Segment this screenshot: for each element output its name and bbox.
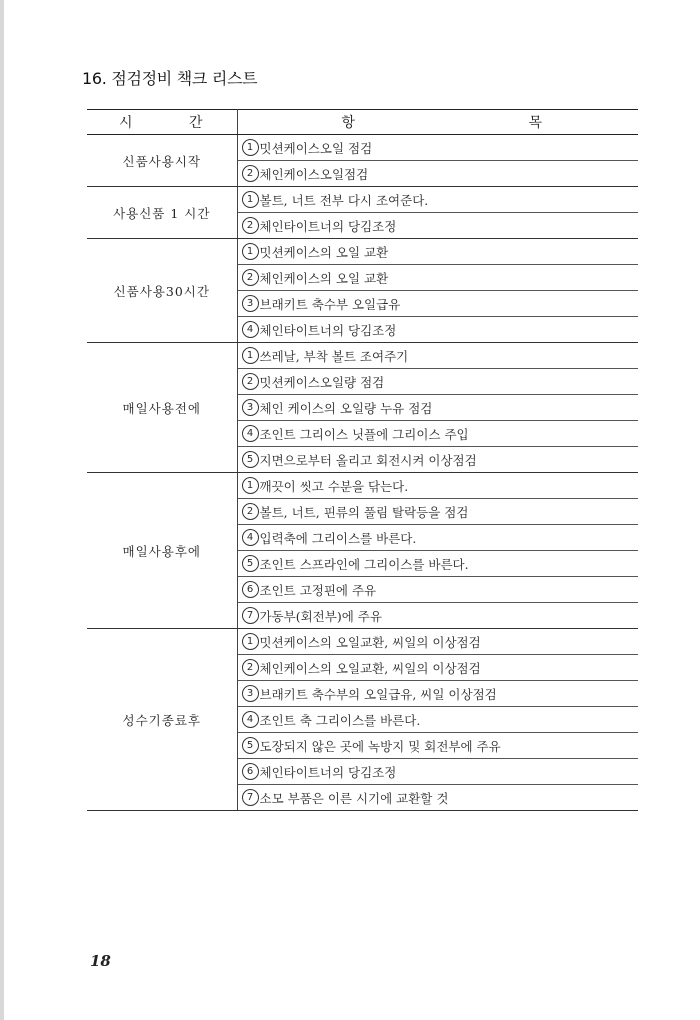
item-text: 체인케이스의 오일 교환 — [259, 270, 389, 286]
header-time-char-2: 간 — [188, 115, 203, 131]
item-cell — [237, 421, 638, 447]
item-cell — [237, 577, 638, 603]
table-row — [87, 343, 638, 369]
table-row — [87, 473, 638, 499]
item-text: 도장되지 않은 곳에 녹방지 및 회전부에 주유 — [259, 738, 501, 754]
item-cell — [237, 629, 638, 655]
circled-number: 2 — [242, 165, 259, 182]
page-edge — [0, 0, 4, 1020]
item-text: 소모 부품은 이른 시기에 교환할 것 — [259, 790, 449, 806]
header-item-char-2: 목 — [528, 115, 542, 131]
item-cell — [237, 317, 638, 343]
item-text: 조인트 스프라인에 그리이스를 바른다. — [259, 556, 469, 572]
circled-number: 4 — [242, 529, 259, 546]
circled-number: 5 — [242, 555, 259, 572]
item-text: 체인타이트너의 당김조정 — [259, 764, 397, 780]
page-number: 18 — [90, 952, 111, 970]
item-text: 입력축에 그리이스를 바른다. — [259, 530, 417, 546]
header-item-char-1: 항 — [341, 115, 356, 131]
item-cell — [237, 681, 638, 707]
time-cell: 사용신품 1 시간 — [87, 187, 237, 239]
item-cell — [237, 187, 638, 213]
item-cell — [237, 447, 638, 473]
item-cell — [237, 135, 638, 161]
circled-number: 2 — [242, 217, 259, 234]
circled-number: 2 — [242, 659, 259, 676]
item-cell — [237, 343, 638, 369]
item-text: 조인트 그리이스 닛플에 그리이스 주입 — [259, 426, 469, 442]
header-time-char-1: 시 — [119, 115, 133, 131]
item-text: 체인 케이스의 오일량 누유 점검 — [259, 400, 433, 416]
item-cell — [237, 161, 638, 187]
item-cell — [237, 733, 638, 759]
circled-number: 3 — [242, 295, 259, 312]
circled-number: 2 — [242, 373, 259, 390]
table-row — [87, 135, 638, 161]
page-title: 16. 점검정비 책크 리스트 — [82, 69, 258, 88]
circled-number: 2 — [242, 503, 259, 520]
circled-number: 4 — [242, 711, 259, 728]
item-cell — [237, 551, 638, 577]
item-cell — [237, 213, 638, 239]
item-cell — [237, 265, 638, 291]
item-cell — [237, 395, 638, 421]
item-text: 밋션케이스오일량 점검 — [259, 374, 385, 390]
checklist-table — [87, 109, 638, 811]
item-cell — [237, 473, 638, 499]
item-text: 체인타이트너의 당김조정 — [259, 218, 397, 234]
header-time — [87, 110, 237, 135]
circled-number: 1 — [242, 139, 259, 156]
circled-number: 1 — [242, 191, 259, 208]
item-text: 체인타이트너의 당김조정 — [259, 322, 397, 338]
item-text: 밋션케이스의 오일교환, 씨일의 이상점검 — [259, 634, 481, 650]
circled-number: 7 — [242, 607, 259, 624]
item-text: 밋션케이스오일 점검 — [259, 140, 373, 156]
item-cell — [237, 291, 638, 317]
time-cell: 성수기종료후 — [87, 629, 237, 811]
item-cell — [237, 525, 638, 551]
item-cell — [237, 707, 638, 733]
item-cell — [237, 603, 638, 629]
circled-number: 4 — [242, 321, 259, 338]
circled-number: 3 — [242, 685, 259, 702]
item-cell — [237, 655, 638, 681]
time-cell: 신품사용시작 — [87, 135, 237, 187]
item-text: 깨끗이 씻고 수분을 닦는다. — [259, 478, 409, 494]
item-text: 브래키트 축수부 오일급유 — [259, 296, 401, 312]
item-text: 지면으로부터 올리고 회전시켜 이상점검 — [259, 452, 477, 468]
item-cell — [237, 239, 638, 265]
circled-number: 6 — [242, 581, 259, 598]
circled-number: 1 — [242, 243, 259, 260]
checklist-body — [87, 135, 638, 811]
time-cell: 매일사용전에 — [87, 343, 237, 473]
item-text: 가동부(회전부)에 주유 — [259, 608, 382, 624]
item-cell — [237, 499, 638, 525]
circled-number: 4 — [242, 425, 259, 442]
item-text: 조인트 축 그리이스를 바른다. — [259, 712, 421, 728]
time-cell: 신품사용30시간 — [87, 239, 237, 343]
item-text: 볼트, 너트, 핀류의 풀림 탈락등을 점검 — [259, 504, 469, 520]
time-cell: 매일사용후에 — [87, 473, 237, 629]
item-text: 볼트, 너트 전부 다시 조여준다. — [259, 192, 429, 208]
circled-number: 6 — [242, 763, 259, 780]
circled-number: 1 — [242, 477, 259, 494]
item-text: 체인케이스오일점검 — [259, 166, 369, 182]
header-item — [237, 110, 638, 135]
item-cell — [237, 369, 638, 395]
circled-number: 5 — [242, 451, 259, 468]
item-text: 체인케이스의 오일교환, 씨일의 이상점검 — [259, 660, 481, 676]
item-text: 조인트 고정핀에 주유 — [259, 582, 377, 598]
circled-number: 1 — [242, 347, 259, 364]
item-cell — [237, 759, 638, 785]
table-row — [87, 629, 638, 655]
table-header-row — [87, 110, 638, 135]
circled-number: 2 — [242, 269, 259, 286]
circled-number: 1 — [242, 633, 259, 650]
item-text: 브래키트 축수부의 오일급유, 씨일 이상점검 — [259, 686, 497, 702]
item-cell — [237, 785, 638, 811]
table-row — [87, 239, 638, 265]
circled-number: 5 — [242, 737, 259, 754]
circled-number: 7 — [242, 789, 259, 806]
item-text: 쓰레날, 부착 볼트 조여주기 — [259, 348, 409, 364]
table-row — [87, 187, 638, 213]
circled-number: 3 — [242, 399, 259, 416]
item-text: 밋션케이스의 오일 교환 — [259, 244, 389, 260]
